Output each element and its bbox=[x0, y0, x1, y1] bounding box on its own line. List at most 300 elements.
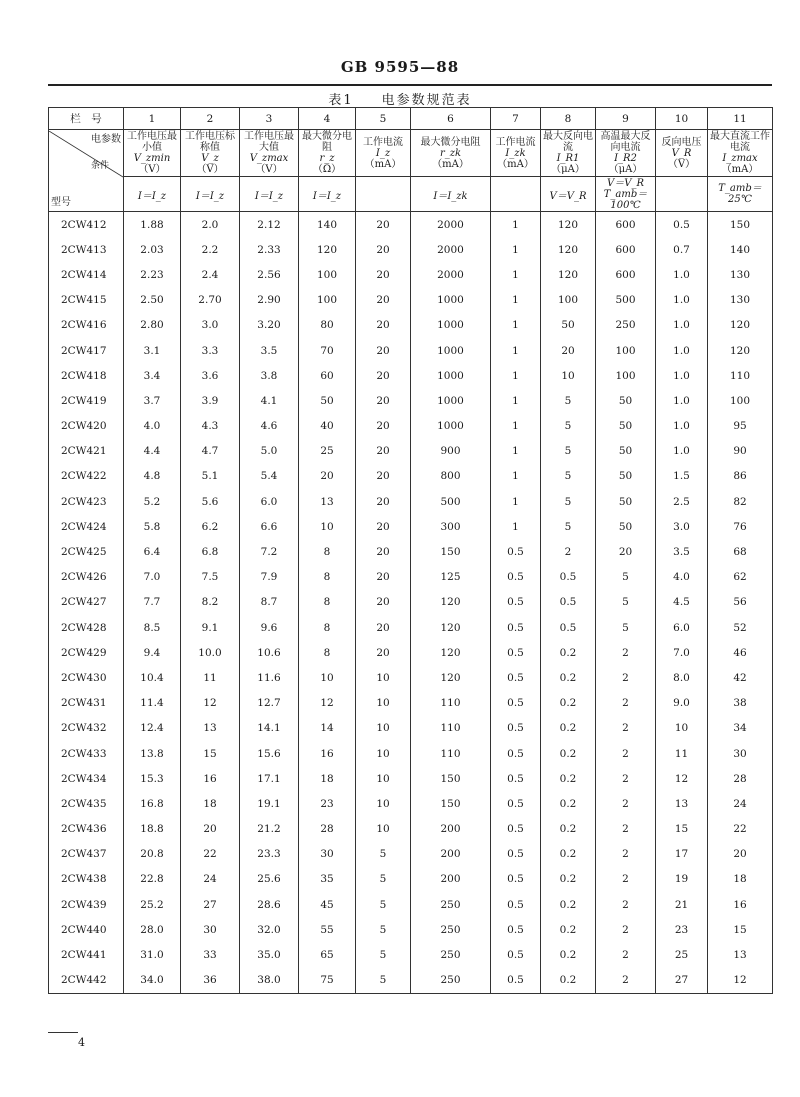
value-cell: 25.2 bbox=[124, 892, 181, 917]
value-cell: 5 bbox=[356, 867, 411, 892]
model-cell: 2CW419 bbox=[49, 388, 124, 413]
value-cell: 1.0 bbox=[656, 262, 708, 287]
value-cell: 110 bbox=[411, 716, 491, 741]
value-cell: 120 bbox=[541, 212, 596, 238]
value-cell: 2.33 bbox=[240, 237, 299, 262]
column-number: 5 bbox=[356, 108, 411, 130]
value-cell: 12.7 bbox=[240, 691, 299, 716]
value-cell: 35 bbox=[299, 867, 356, 892]
value-cell: 32.0 bbox=[240, 917, 299, 942]
column-number: 3 bbox=[240, 108, 299, 130]
condition-cell: I＝I_z bbox=[240, 177, 299, 212]
value-cell: 36 bbox=[181, 968, 240, 994]
value-cell: 5 bbox=[596, 590, 656, 615]
value-cell: 1.5 bbox=[656, 464, 708, 489]
value-cell: 7.0 bbox=[656, 640, 708, 665]
corner-cell bbox=[49, 130, 124, 212]
value-cell: 5.8 bbox=[124, 514, 181, 539]
value-cell: 10.6 bbox=[240, 640, 299, 665]
value-cell: 0.5 bbox=[491, 691, 541, 716]
value-cell: 20 bbox=[356, 313, 411, 338]
value-cell: 3.0 bbox=[656, 514, 708, 539]
model-cell: 2CW424 bbox=[49, 514, 124, 539]
page-number: 4 bbox=[78, 1036, 85, 1049]
value-cell: 15 bbox=[708, 917, 773, 942]
value-cell: 1000 bbox=[411, 414, 491, 439]
column-number: 2 bbox=[181, 108, 240, 130]
value-cell: 60 bbox=[299, 363, 356, 388]
value-cell: 7.2 bbox=[240, 539, 299, 564]
value-cell: 0.5 bbox=[491, 539, 541, 564]
value-cell: 130 bbox=[708, 288, 773, 313]
table-row bbox=[49, 942, 773, 967]
value-cell: 1.88 bbox=[124, 212, 181, 238]
column-number: 9 bbox=[596, 108, 656, 130]
value-cell: 33 bbox=[181, 942, 240, 967]
value-cell: 4.5 bbox=[656, 590, 708, 615]
value-cell: 100 bbox=[708, 388, 773, 413]
model-cell: 2CW439 bbox=[49, 892, 124, 917]
param-header: 工作电压标称值 V_z （V） bbox=[181, 130, 240, 177]
value-cell: 4.0 bbox=[124, 414, 181, 439]
column-number: 11 bbox=[708, 108, 773, 130]
value-cell: 30 bbox=[181, 917, 240, 942]
value-cell: 25.6 bbox=[240, 867, 299, 892]
value-cell: 2000 bbox=[411, 212, 491, 238]
value-cell: 1 bbox=[491, 414, 541, 439]
param-header: 反向电压 V_R （V） bbox=[656, 130, 708, 177]
value-cell: 19 bbox=[656, 867, 708, 892]
column-number: 1 bbox=[124, 108, 181, 130]
table-row bbox=[49, 867, 773, 892]
table-row bbox=[49, 388, 773, 413]
value-cell: 20 bbox=[356, 237, 411, 262]
column-number-row bbox=[49, 108, 773, 130]
value-cell: 100 bbox=[299, 288, 356, 313]
table-row bbox=[49, 817, 773, 842]
value-cell: 0.5 bbox=[491, 766, 541, 791]
corner-param-label: 电参数 bbox=[91, 133, 121, 145]
value-cell: 6.4 bbox=[124, 539, 181, 564]
model-cell: 2CW420 bbox=[49, 414, 124, 439]
value-cell: 3.8 bbox=[240, 363, 299, 388]
value-cell: 21.2 bbox=[240, 817, 299, 842]
value-cell: 6.0 bbox=[240, 489, 299, 514]
value-cell: 13.8 bbox=[124, 741, 181, 766]
table-row bbox=[49, 565, 773, 590]
value-cell: 0.5 bbox=[541, 615, 596, 640]
value-cell: 10.0 bbox=[181, 640, 240, 665]
value-cell: 5 bbox=[356, 892, 411, 917]
value-cell: 2.4 bbox=[181, 262, 240, 287]
value-cell: 20 bbox=[596, 539, 656, 564]
value-cell: 500 bbox=[596, 288, 656, 313]
value-cell: 10 bbox=[541, 363, 596, 388]
value-cell: 0.5 bbox=[491, 565, 541, 590]
value-cell: 0.2 bbox=[541, 741, 596, 766]
column-number: 7 bbox=[491, 108, 541, 130]
value-cell: 5 bbox=[541, 388, 596, 413]
value-cell: 0.5 bbox=[491, 716, 541, 741]
table-title bbox=[0, 89, 800, 108]
value-cell: 2 bbox=[596, 842, 656, 867]
table-row bbox=[49, 791, 773, 816]
standard-header: GB 9595—88 bbox=[340, 58, 460, 76]
value-cell: 62 bbox=[708, 565, 773, 590]
value-cell: 20 bbox=[356, 590, 411, 615]
param-header: 最大微分电阻 r_z （Ω） bbox=[299, 130, 356, 177]
value-cell: 600 bbox=[596, 237, 656, 262]
value-cell: 0.7 bbox=[656, 237, 708, 262]
value-cell: 56 bbox=[708, 590, 773, 615]
value-cell: 20 bbox=[708, 842, 773, 867]
value-cell: 1.0 bbox=[656, 414, 708, 439]
value-cell: 0.5 bbox=[491, 917, 541, 942]
table-row bbox=[49, 363, 773, 388]
value-cell: 7.5 bbox=[181, 565, 240, 590]
value-cell: 150 bbox=[708, 212, 773, 238]
value-cell: 52 bbox=[708, 615, 773, 640]
value-cell: 2000 bbox=[411, 262, 491, 287]
table-body bbox=[49, 212, 773, 994]
value-cell: 20 bbox=[356, 489, 411, 514]
value-cell: 20 bbox=[356, 338, 411, 363]
condition-cell: I＝I_z bbox=[124, 177, 181, 212]
table-row bbox=[49, 212, 773, 238]
condition-cell: V＝V_R bbox=[541, 177, 596, 212]
value-cell: 0.5 bbox=[541, 565, 596, 590]
model-cell: 2CW432 bbox=[49, 716, 124, 741]
value-cell: 0.2 bbox=[541, 691, 596, 716]
value-cell: 150 bbox=[411, 766, 491, 791]
value-cell: 5 bbox=[356, 968, 411, 994]
value-cell: 140 bbox=[299, 212, 356, 238]
model-cell: 2CW423 bbox=[49, 489, 124, 514]
value-cell: 13 bbox=[656, 791, 708, 816]
value-cell: 10 bbox=[356, 716, 411, 741]
param-header: 最大微分电阻 r_zk （mA） bbox=[411, 130, 491, 177]
value-cell: 30 bbox=[708, 741, 773, 766]
value-cell: 3.3 bbox=[181, 338, 240, 363]
value-cell: 5.4 bbox=[240, 464, 299, 489]
model-cell: 2CW433 bbox=[49, 741, 124, 766]
value-cell: 9.1 bbox=[181, 615, 240, 640]
value-cell: 12 bbox=[299, 691, 356, 716]
value-cell: 1000 bbox=[411, 288, 491, 313]
value-cell: 28.0 bbox=[124, 917, 181, 942]
value-cell: 68 bbox=[708, 539, 773, 564]
model-cell: 2CW417 bbox=[49, 338, 124, 363]
value-cell: 600 bbox=[596, 262, 656, 287]
table-row bbox=[49, 288, 773, 313]
value-cell: 50 bbox=[596, 464, 656, 489]
value-cell: 18 bbox=[181, 791, 240, 816]
value-cell: 7.9 bbox=[240, 565, 299, 590]
table-row bbox=[49, 842, 773, 867]
value-cell: 45 bbox=[299, 892, 356, 917]
column-number: 4 bbox=[299, 108, 356, 130]
value-cell: 1 bbox=[491, 338, 541, 363]
value-cell: 4.3 bbox=[181, 414, 240, 439]
value-cell: 50 bbox=[541, 313, 596, 338]
param-header: 工作电压最大值 V_zmax （V） bbox=[240, 130, 299, 177]
value-cell: 20 bbox=[356, 615, 411, 640]
value-cell: 500 bbox=[411, 489, 491, 514]
param-header: 高温最大反向电流 I_R2 （μA） bbox=[596, 130, 656, 177]
value-cell: 1.0 bbox=[656, 313, 708, 338]
value-cell: 900 bbox=[411, 439, 491, 464]
value-cell: 16 bbox=[181, 766, 240, 791]
condition-cell: I＝I_z bbox=[181, 177, 240, 212]
value-cell: 0.5 bbox=[491, 842, 541, 867]
value-cell: 1000 bbox=[411, 388, 491, 413]
value-cell: 20 bbox=[356, 565, 411, 590]
value-cell: 1 bbox=[491, 388, 541, 413]
condition-cell: I＝I_zk bbox=[411, 177, 491, 212]
value-cell: 40 bbox=[299, 414, 356, 439]
value-cell: 5 bbox=[541, 439, 596, 464]
value-cell: 5 bbox=[541, 514, 596, 539]
value-cell: 1.0 bbox=[656, 338, 708, 363]
value-cell: 140 bbox=[708, 237, 773, 262]
value-cell: 0.5 bbox=[491, 590, 541, 615]
table-row bbox=[49, 716, 773, 741]
value-cell: 34 bbox=[708, 716, 773, 741]
value-cell: 12 bbox=[656, 766, 708, 791]
value-cell: 2 bbox=[596, 817, 656, 842]
value-cell: 12 bbox=[708, 968, 773, 994]
model-cell: 2CW427 bbox=[49, 590, 124, 615]
value-cell: 0.5 bbox=[491, 942, 541, 967]
value-cell: 5 bbox=[541, 414, 596, 439]
value-cell: 10 bbox=[656, 716, 708, 741]
value-cell: 10 bbox=[299, 665, 356, 690]
model-cell: 2CW442 bbox=[49, 968, 124, 994]
value-cell: 1.0 bbox=[656, 388, 708, 413]
value-cell: 0.2 bbox=[541, 791, 596, 816]
model-cell: 2CW435 bbox=[49, 791, 124, 816]
value-cell: 0.5 bbox=[491, 892, 541, 917]
value-cell: 2.12 bbox=[240, 212, 299, 238]
value-cell: 3.5 bbox=[240, 338, 299, 363]
value-cell: 5 bbox=[596, 565, 656, 590]
value-cell: 19.1 bbox=[240, 791, 299, 816]
value-cell: 20 bbox=[356, 464, 411, 489]
param-header: 最大直流工作电流 I_zmax （mA） bbox=[708, 130, 773, 177]
value-cell: 2 bbox=[596, 892, 656, 917]
value-cell: 250 bbox=[411, 942, 491, 967]
value-cell: 120 bbox=[541, 262, 596, 287]
value-cell: 50 bbox=[596, 414, 656, 439]
header-rule bbox=[48, 84, 772, 86]
value-cell: 12.4 bbox=[124, 716, 181, 741]
value-cell: 20 bbox=[356, 212, 411, 238]
value-cell: 2 bbox=[596, 968, 656, 994]
value-cell: 200 bbox=[411, 817, 491, 842]
value-cell: 125 bbox=[411, 565, 491, 590]
value-cell: 20 bbox=[181, 817, 240, 842]
value-cell: 120 bbox=[708, 338, 773, 363]
value-cell: 200 bbox=[411, 842, 491, 867]
value-cell: 0.5 bbox=[491, 615, 541, 640]
value-cell: 3.7 bbox=[124, 388, 181, 413]
value-cell: 5 bbox=[356, 917, 411, 942]
value-cell: 0.2 bbox=[541, 892, 596, 917]
value-cell: 2.70 bbox=[181, 288, 240, 313]
value-cell: 250 bbox=[411, 917, 491, 942]
value-cell: 0.2 bbox=[541, 942, 596, 967]
value-cell: 130 bbox=[708, 262, 773, 287]
value-cell: 0.5 bbox=[491, 791, 541, 816]
value-cell: 76 bbox=[708, 514, 773, 539]
value-cell: 1 bbox=[491, 262, 541, 287]
value-cell: 10 bbox=[356, 691, 411, 716]
table-row bbox=[49, 615, 773, 640]
model-cell: 2CW441 bbox=[49, 942, 124, 967]
value-cell: 3.20 bbox=[240, 313, 299, 338]
value-cell: 5.6 bbox=[181, 489, 240, 514]
condition-cell: T_amb＝25℃ bbox=[708, 177, 773, 212]
table-row bbox=[49, 917, 773, 942]
value-cell: 2 bbox=[596, 791, 656, 816]
value-cell: 16 bbox=[299, 741, 356, 766]
condition-cell bbox=[491, 177, 541, 212]
value-cell: 10 bbox=[356, 766, 411, 791]
value-cell: 2 bbox=[596, 741, 656, 766]
model-cell: 2CW434 bbox=[49, 766, 124, 791]
value-cell: 120 bbox=[708, 313, 773, 338]
value-cell: 1 bbox=[491, 237, 541, 262]
value-cell: 0.2 bbox=[541, 640, 596, 665]
table-row bbox=[49, 691, 773, 716]
value-cell: 20 bbox=[356, 439, 411, 464]
value-cell: 23 bbox=[656, 917, 708, 942]
model-cell: 2CW431 bbox=[49, 691, 124, 716]
value-cell: 9.0 bbox=[656, 691, 708, 716]
value-cell: 38.0 bbox=[240, 968, 299, 994]
value-cell: 5 bbox=[356, 942, 411, 967]
value-cell: 10 bbox=[299, 514, 356, 539]
value-cell: 2.0 bbox=[181, 212, 240, 238]
value-cell: 4.0 bbox=[656, 565, 708, 590]
value-cell: 38 bbox=[708, 691, 773, 716]
value-cell: 6.2 bbox=[181, 514, 240, 539]
value-cell: 10.4 bbox=[124, 665, 181, 690]
value-cell: 2.56 bbox=[240, 262, 299, 287]
model-cell: 2CW428 bbox=[49, 615, 124, 640]
value-cell: 17.1 bbox=[240, 766, 299, 791]
model-cell: 2CW416 bbox=[49, 313, 124, 338]
table-row bbox=[49, 892, 773, 917]
value-cell: 46 bbox=[708, 640, 773, 665]
value-cell: 4.7 bbox=[181, 439, 240, 464]
parameter-name-row bbox=[49, 130, 773, 177]
table-row bbox=[49, 514, 773, 539]
value-cell: 90 bbox=[708, 439, 773, 464]
value-cell: 5 bbox=[541, 489, 596, 514]
value-cell: 10 bbox=[356, 741, 411, 766]
value-cell: 2 bbox=[596, 716, 656, 741]
value-cell: 3.4 bbox=[124, 363, 181, 388]
table-row bbox=[49, 489, 773, 514]
value-cell: 0.5 bbox=[656, 212, 708, 238]
value-cell: 70 bbox=[299, 338, 356, 363]
value-cell: 86 bbox=[708, 464, 773, 489]
value-cell: 8 bbox=[299, 590, 356, 615]
model-cell: 2CW425 bbox=[49, 539, 124, 564]
corner-model-label: 型号 bbox=[51, 196, 71, 208]
value-cell: 15 bbox=[181, 741, 240, 766]
value-cell: 110 bbox=[411, 741, 491, 766]
table-name: 电参数规范表 bbox=[381, 93, 472, 108]
value-cell: 0.5 bbox=[491, 968, 541, 994]
value-cell: 75 bbox=[299, 968, 356, 994]
value-cell: 20 bbox=[356, 388, 411, 413]
value-cell: 2.90 bbox=[240, 288, 299, 313]
value-cell: 4.6 bbox=[240, 414, 299, 439]
value-cell: 18 bbox=[299, 766, 356, 791]
value-cell: 50 bbox=[299, 388, 356, 413]
value-cell: 8.0 bbox=[656, 665, 708, 690]
value-cell: 120 bbox=[299, 237, 356, 262]
value-cell: 250 bbox=[411, 892, 491, 917]
value-cell: 150 bbox=[411, 539, 491, 564]
value-cell: 0.2 bbox=[541, 665, 596, 690]
value-cell: 20 bbox=[299, 464, 356, 489]
value-cell: 2 bbox=[596, 640, 656, 665]
model-cell: 2CW438 bbox=[49, 867, 124, 892]
value-cell: 3.0 bbox=[181, 313, 240, 338]
footer-rule bbox=[48, 1032, 78, 1033]
value-cell: 15.6 bbox=[240, 741, 299, 766]
value-cell: 150 bbox=[411, 791, 491, 816]
value-cell: 13 bbox=[299, 489, 356, 514]
value-cell: 80 bbox=[299, 313, 356, 338]
value-cell: 15.3 bbox=[124, 766, 181, 791]
value-cell: 0.5 bbox=[541, 590, 596, 615]
param-header: 工作电流 I_z （mA） bbox=[356, 130, 411, 177]
value-cell: 250 bbox=[596, 313, 656, 338]
value-cell: 22 bbox=[181, 842, 240, 867]
value-cell: 5 bbox=[596, 615, 656, 640]
value-cell: 20 bbox=[356, 262, 411, 287]
value-cell: 22.8 bbox=[124, 867, 181, 892]
value-cell: 2 bbox=[596, 867, 656, 892]
condition-row bbox=[49, 177, 773, 212]
value-cell: 13 bbox=[181, 716, 240, 741]
value-cell: 24 bbox=[181, 867, 240, 892]
value-cell: 2 bbox=[596, 766, 656, 791]
value-cell: 9.4 bbox=[124, 640, 181, 665]
table-row bbox=[49, 237, 773, 262]
value-cell: 20 bbox=[356, 640, 411, 665]
table-row bbox=[49, 665, 773, 690]
value-cell: 20 bbox=[356, 514, 411, 539]
value-cell: 8 bbox=[299, 640, 356, 665]
value-cell: 4.4 bbox=[124, 439, 181, 464]
value-cell: 11.4 bbox=[124, 691, 181, 716]
model-cell: 2CW422 bbox=[49, 464, 124, 489]
value-cell: 2 bbox=[596, 942, 656, 967]
value-cell: 65 bbox=[299, 942, 356, 967]
value-cell: 50 bbox=[596, 439, 656, 464]
value-cell: 0.2 bbox=[541, 842, 596, 867]
value-cell: 0.5 bbox=[491, 741, 541, 766]
model-cell: 2CW437 bbox=[49, 842, 124, 867]
value-cell: 34.0 bbox=[124, 968, 181, 994]
value-cell: 3.9 bbox=[181, 388, 240, 413]
value-cell: 1 bbox=[491, 313, 541, 338]
